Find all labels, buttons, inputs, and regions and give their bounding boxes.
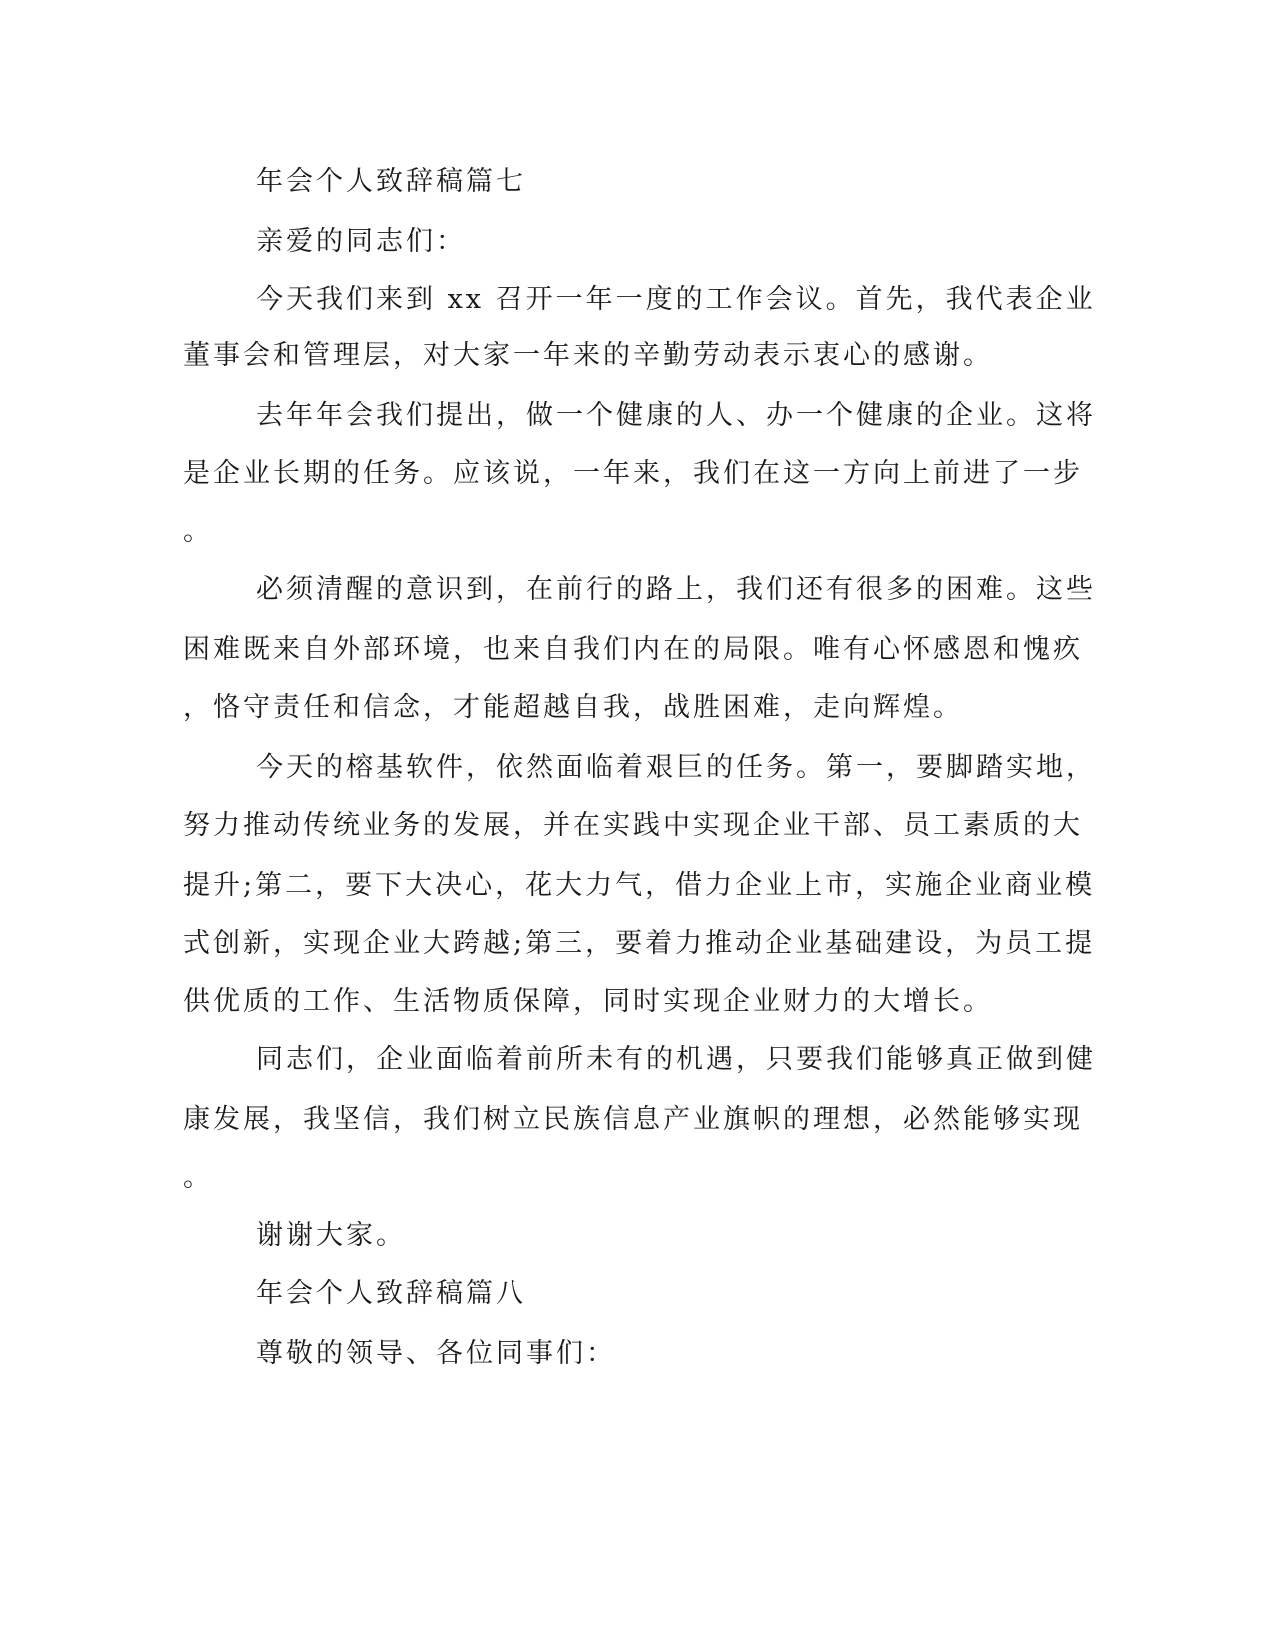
paragraph-line: 。 [183, 516, 213, 547]
paragraph-line: 困难既来自外部环境，也来自我们内在的局限。唯有心怀感恩和愧疚 [183, 634, 1083, 665]
paragraph-line: 必须清醒的意识到，在前行的路上，我们还有很多的困难。这些 [256, 574, 1096, 605]
paragraph-line: 。 [183, 1162, 213, 1193]
closing-line: 谢谢大家。 [256, 1220, 406, 1251]
paragraph-line: 今天的榕基软件，依然面临着艰巨的任务。第一，要脚踏实地， [256, 752, 1096, 783]
salutation: 亲爱的同志们： [256, 226, 466, 257]
paragraph-line: 供优质的工作、生活物质保障，同时实现企业财力的大增长。 [183, 986, 993, 1017]
paragraph-line: 努力推动传统业务的发展，并在实践中实现企业干部、员工素质的大 [183, 810, 1083, 841]
paragraph-line: 去年年会我们提出，做一个健康的人、办一个健康的企业。这将 [256, 400, 1096, 431]
section-heading-8: 年会个人致辞稿篇八 [256, 1278, 526, 1309]
paragraph-line: 同志们，企业面临着前所未有的机遇，只要我们能够真正做到健 [256, 1044, 1096, 1075]
paragraph-line: 式创新，实现企业大跨越;第三，要着力推动企业基础建设，为员工提 [183, 928, 1096, 959]
paragraph-line: ，恪守责任和信念，才能超越自我，战胜困难，走向辉煌。 [183, 692, 963, 723]
paragraph-line: 今天我们来到 xx 召开一年一度的工作会议。首先，我代表企业 [256, 284, 1096, 315]
paragraph-line: 董事会和管理层，对大家一年来的辛勤劳动表示衷心的感谢。 [183, 340, 993, 371]
paragraph-line: 提升;第二，要下大决心，花大力气，借力企业上市，实施企业商业模 [183, 870, 1096, 901]
salutation: 尊敬的领导、各位同事们： [256, 1338, 616, 1369]
section-heading-7: 年会个人致辞稿篇七 [256, 166, 526, 197]
paragraph-line: 康发展，我坚信，我们树立民族信息产业旗帜的理想，必然能够实现 [183, 1104, 1083, 1135]
paragraph-line: 是企业长期的任务。应该说，一年来，我们在这一方向上前进了一步 [183, 458, 1083, 489]
